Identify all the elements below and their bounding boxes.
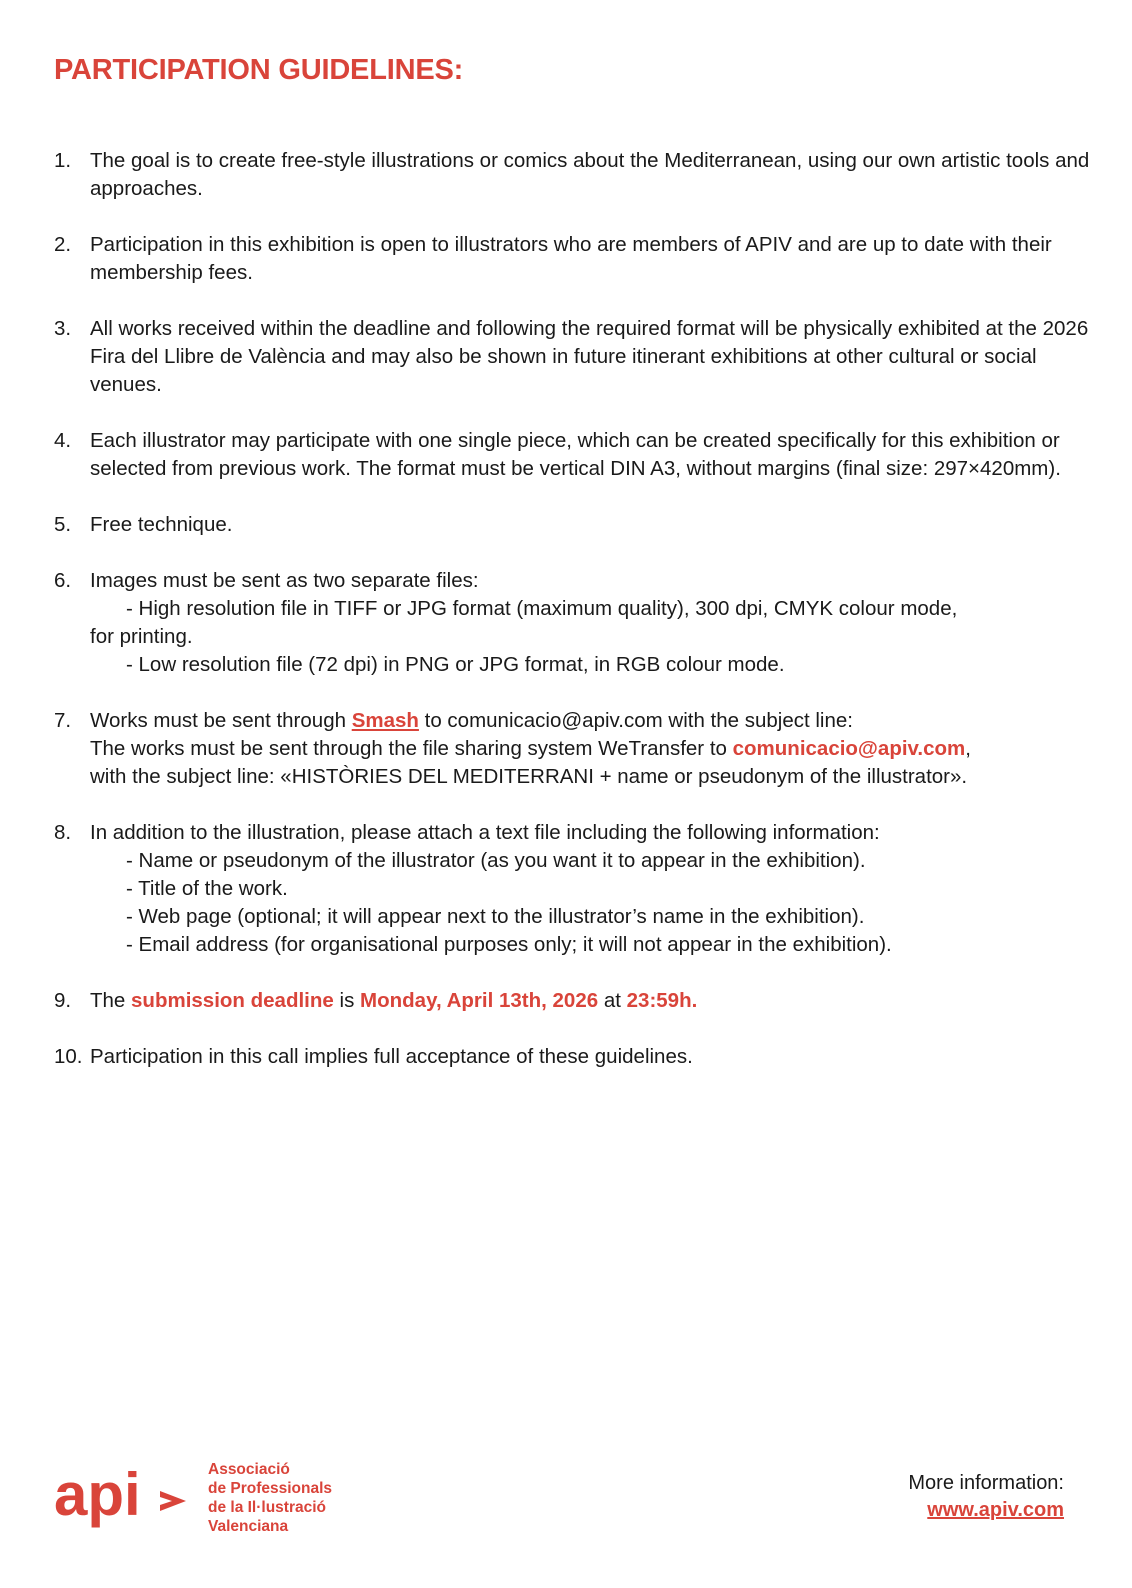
item-text: Each illustrator may participate with one single piece, which can be created specifically for this exhibition or selected from previous work. The format must be vertical DIN A3, without margins (final size: 297×420mm). bbox=[90, 429, 1061, 480]
list-item bbox=[54, 987, 1094, 1015]
list-item bbox=[54, 707, 1094, 791]
list-item bbox=[54, 315, 1094, 399]
sub-item: - Name or pseudonym of the illustrator (as you want it to appear in the exhibition). bbox=[126, 849, 866, 872]
page-title: PARTICIPATION GUIDELINES: bbox=[54, 54, 464, 86]
logo-text bbox=[208, 1460, 332, 1536]
deadline-label: submission deadline bbox=[131, 989, 334, 1012]
item-text: Participation in this exhibition is open to illustrators who are members of APIV and are up to date with their membership fees. bbox=[90, 233, 1052, 284]
apiv-logo bbox=[54, 1460, 332, 1536]
item-text: Images must be sent as two separate files: bbox=[90, 569, 479, 592]
apiv-logo-mark bbox=[54, 1463, 194, 1533]
logo-line: de la Il·lustració bbox=[208, 1499, 327, 1516]
item-text: is bbox=[339, 989, 355, 1012]
item-text: Participation in this call implies full acceptance of these guidelines. bbox=[90, 1045, 693, 1068]
sub-item: - Email address (for organisational purposes only; it will not appear in the exhibition). bbox=[126, 933, 892, 956]
item-number: 7. bbox=[54, 709, 72, 732]
item-text: The goal is to create free-style illustrations or comics about the Mediterranean, using our own artistic tools and approaches. bbox=[90, 149, 1090, 200]
item-number: 5. bbox=[54, 513, 72, 536]
item-number: 4. bbox=[54, 429, 72, 452]
sub-item: - Title of the work. bbox=[126, 877, 288, 900]
item-number: 9. bbox=[54, 989, 72, 1012]
deadline-time: 23:59h. bbox=[626, 989, 698, 1012]
smash-link[interactable]: Smash bbox=[351, 709, 419, 732]
item-text: All works received within the deadline and following the required format will be physically exhibited at the 2026 Fira del Llibre de València and may also be shown in future itinerant exhibitions at other cultural or social venues. bbox=[90, 317, 1089, 396]
more-info-label: More information: bbox=[908, 1472, 1064, 1494]
item-number: 6. bbox=[54, 569, 72, 592]
logo-line: Valenciana bbox=[208, 1518, 289, 1535]
item-number: 10. bbox=[54, 1045, 83, 1068]
logo-line: de Professionals bbox=[208, 1480, 333, 1497]
item-text: at bbox=[603, 989, 621, 1012]
subject-line-text: with the subject line: «HISTÒRIES DEL MEDITERRANI + name or pseudonym of the illustrator». bbox=[90, 765, 968, 788]
sub-item-low-res: - Low resolution file (72 dpi) in PNG or JPG format, in RGB colour mode. bbox=[126, 653, 785, 676]
item-text: to comunicacio@apiv.com with the subject line: bbox=[424, 709, 853, 732]
item-number: 1. bbox=[54, 149, 72, 172]
list-item bbox=[54, 567, 1094, 679]
item-text: The works must be sent through the file sharing system WeTransfer to bbox=[90, 737, 727, 760]
logo-line: Associació bbox=[208, 1461, 290, 1478]
list-item bbox=[54, 819, 1094, 959]
item-number: 3. bbox=[54, 317, 72, 340]
punctuation: , bbox=[965, 737, 971, 760]
list-item bbox=[54, 511, 1094, 539]
item-text: In addition to the illustration, please attach a text file including the following information: bbox=[90, 821, 880, 844]
item-number: 2. bbox=[54, 233, 72, 256]
list-item bbox=[54, 147, 1094, 203]
email-link[interactable]: comunicacio@apiv.com bbox=[732, 737, 966, 760]
sub-item-high-res: - High resolution file in TIFF or JPG format (maximum quality), 300 dpi, CMYK colour mode, bbox=[126, 597, 958, 620]
sub-item-high-res-cont: for printing. bbox=[90, 625, 193, 648]
item-text: Works must be sent through bbox=[90, 709, 346, 732]
guidelines-list bbox=[54, 147, 1094, 1099]
more-info bbox=[908, 1470, 1064, 1524]
website-link[interactable]: www.apiv.com bbox=[927, 1499, 1064, 1521]
list-item bbox=[54, 1043, 1094, 1071]
list-item bbox=[54, 427, 1094, 483]
item-text: Free technique. bbox=[90, 513, 233, 536]
logo-word: api bbox=[54, 1463, 141, 1528]
deadline-date: Monday, April 13th, 2026 bbox=[360, 989, 599, 1012]
item-text: The bbox=[90, 989, 126, 1012]
item-number: 8. bbox=[54, 821, 72, 844]
list-item bbox=[54, 231, 1094, 287]
sub-item: - Web page (optional; it will appear next to the illustrator’s name in the exhibition). bbox=[126, 905, 865, 928]
